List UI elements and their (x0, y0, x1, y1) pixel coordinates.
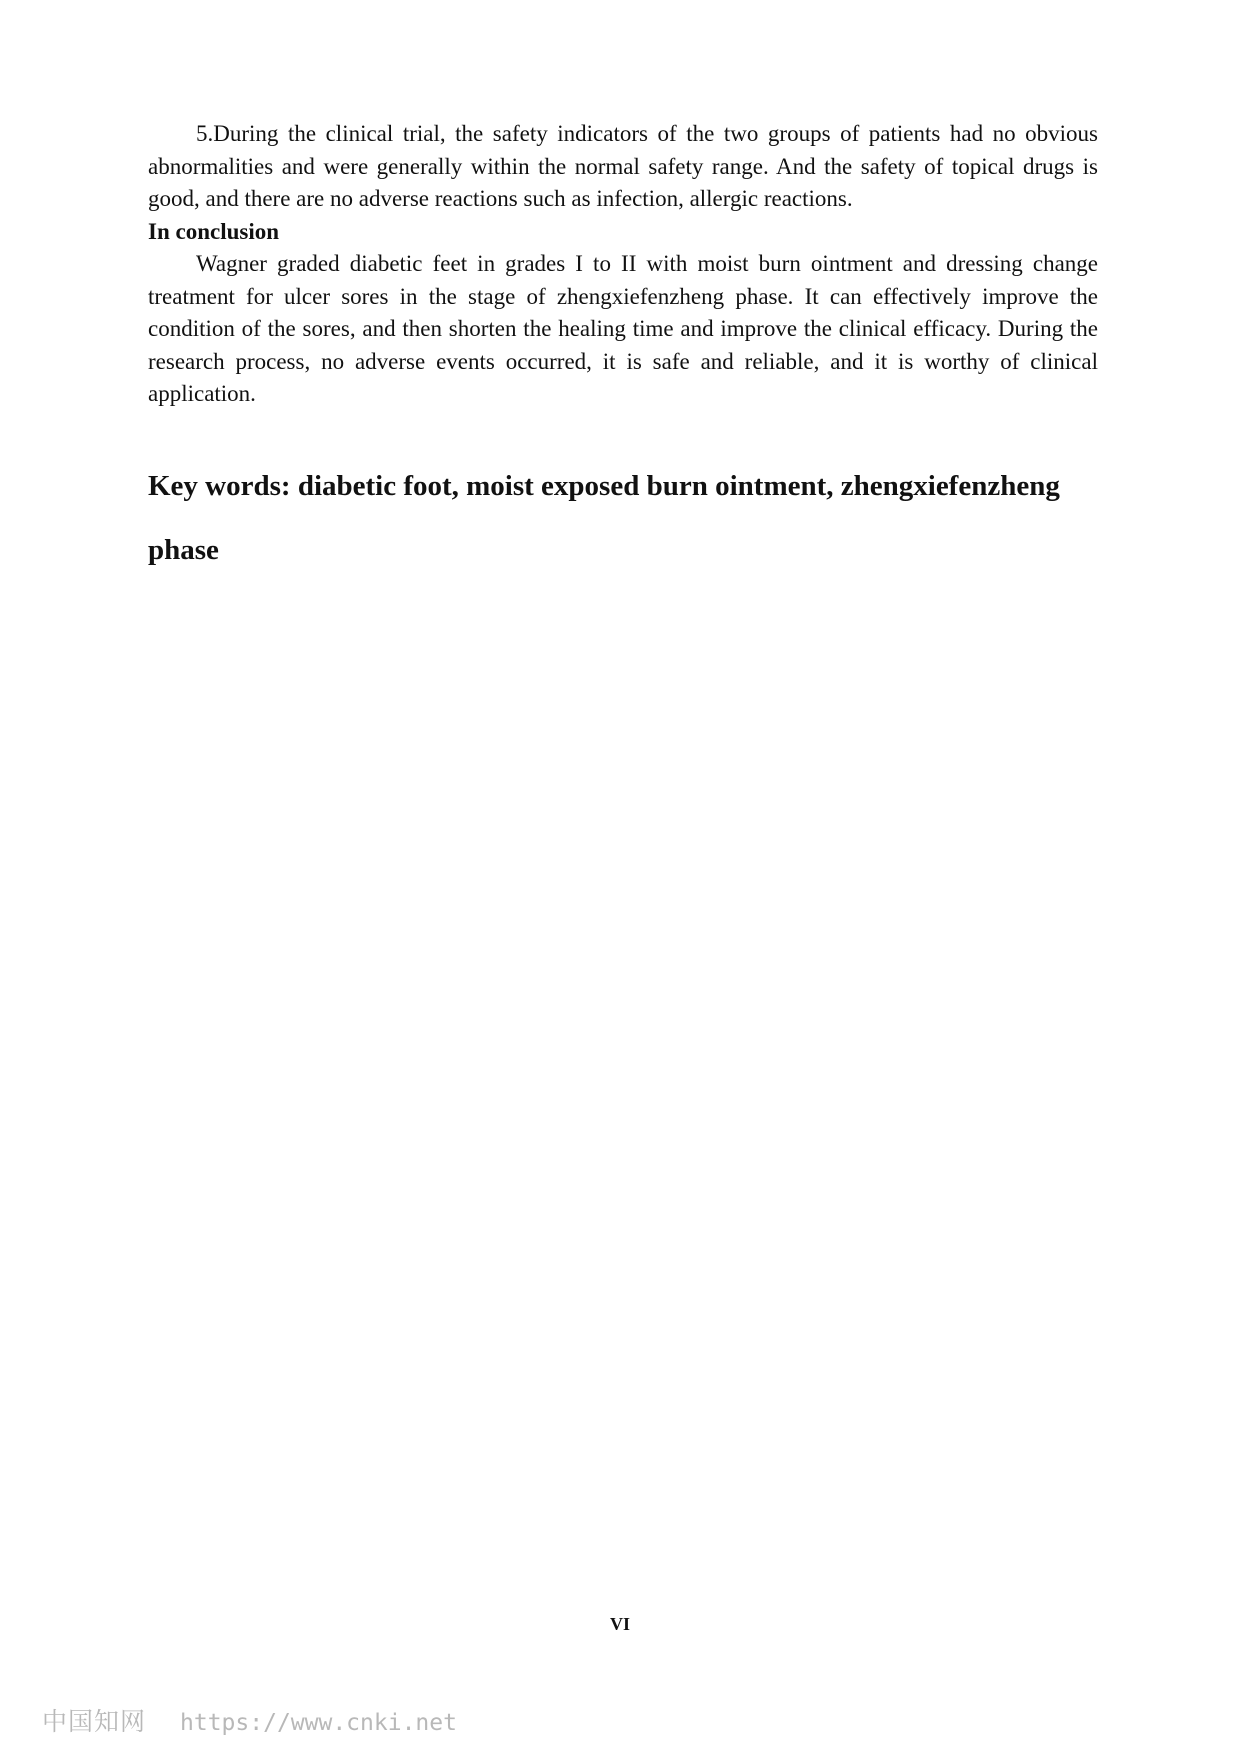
cnki-watermark (42, 1702, 457, 1738)
conclusion-paragraph: Wagner graded diabetic feet in grades I to II with moist burn ointment and dressing change treatment for ulcer sores in the stage of zhengxiefenzheng phase. It can effectively improve the condition of the sores, and then shorten the healing time and improve the clinical efficacy. During the research process, no adverse events occurred, it is safe and reliable, and it is worthy of clinical application. (148, 251, 1098, 406)
abstract-body (148, 118, 1098, 411)
conclusion-heading: In conclusion (148, 218, 280, 244)
watermark-site-name: 中国知网 (42, 1707, 147, 1736)
watermark-url: https://www.cnki.net (180, 1710, 457, 1736)
finding-paragraph-5: 5.During the clinical trial, the safety indicators of the two groups of patients had no obvious abnormalities and were generally within the normal safety range. And the safety of topical drugs is good, and there are no adverse reactions such as infection, allergic reactions. (148, 121, 1098, 211)
keywords: Key words: diabetic foot, moist exposed burn ointment, zhengxiefenzheng phase (148, 470, 1060, 566)
page-number: VI (609, 1614, 630, 1634)
